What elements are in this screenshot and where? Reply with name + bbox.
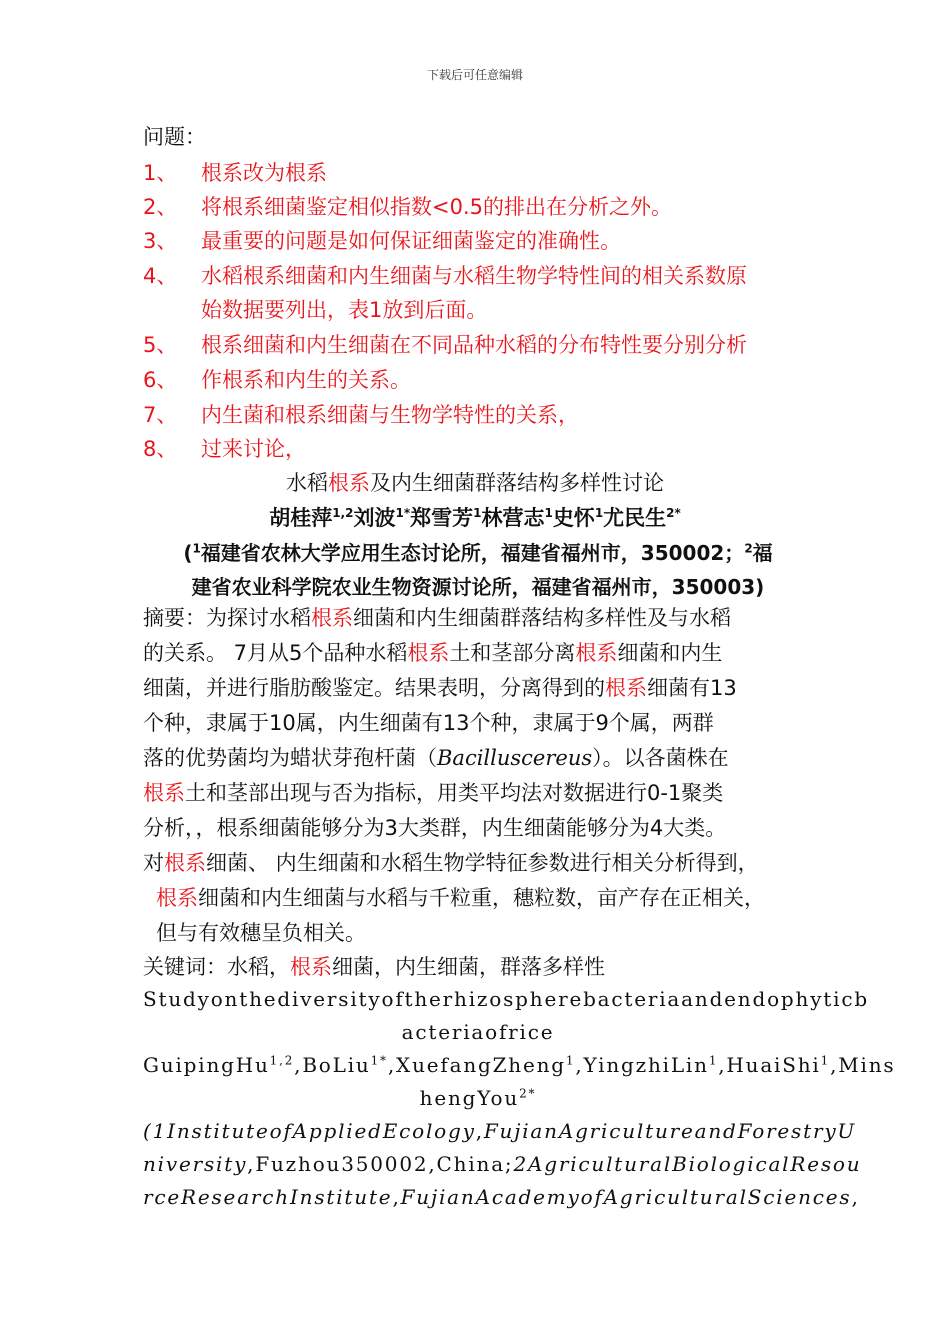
issue-number: 8、 <box>143 437 178 461</box>
issue-number: 4、 <box>143 264 178 288</box>
issue-number: 6、 <box>143 368 178 392</box>
issue-text: 最重要的问题是如何保证细菌鉴定的准确性。 <box>201 229 621 253</box>
issue-text: 过来讨论， <box>201 437 306 461</box>
header-note: 下载后可任意编辑 <box>426 68 523 82</box>
issue-text: 始数据要列出，表1放到后面。 <box>201 298 488 322</box>
affiliation-line-1: ($^1$福建省农林大学应用生态讨论所，福建省福州市，350002；$^2$福 <box>183 541 773 565</box>
issue-text: 内生菌和根系细菌与生物学特性的关系， <box>201 403 579 427</box>
issues-title: 问题： <box>143 125 206 149</box>
issue-text: 将根系细菌鉴定相似指数<0.5的排出在分析之外。 <box>201 195 672 219</box>
english-affil-3: rceResearchInstitute,FujianAcademyofAgriculturalSciences, <box>143 1185 860 1209</box>
authors-cn: 胡桂萍$^{1,2}$刘波$^{1*}$郑雪芳$^1$林营志$^1$史怀$^1$尤民生$^{2*}$ <box>269 506 681 530</box>
issue-text: 水稻根系细菌和内生细菌与水稻生物学特性间的相关系数原 <box>201 264 747 288</box>
issue-number: 7、 <box>143 403 178 427</box>
issue-text: 根系细菌和内生细菌在不同品种水稻的分布特性要分别分析 <box>201 333 747 357</box>
english-title: Studyonthediversityoftherhizospherebacteriaandendophyticb <box>143 987 869 1011</box>
english-affil-1: (1InstituteofAppliedEcology,FujianAgricultureandForestryU <box>143 1119 857 1143</box>
issue-number: 2、 <box>143 195 178 219</box>
affiliation-line-2: 建省农业科学院农业生物资源讨论所，福建省福州市，350003) <box>191 575 765 599</box>
english-affil-2: niversity,Fuzhou350002,China;2AgriculturalBiologicalResou <box>143 1152 862 1176</box>
english-title-cont: acteriaofrice <box>401 1020 555 1044</box>
keywords: 关键词：水稻，根系细菌，内生细菌，群落多样性 <box>143 955 605 979</box>
english-authors: GuipingHu$^{1,2}$,BoLiu$^{1*}$,XuefangZheng$^1$,YingzhiLin$^1$,HuaiShi$^1$,Mins <box>143 1053 896 1077</box>
issue-text: 作根系和内生的关系。 <box>201 368 411 392</box>
issue-text: 根系改为根系 <box>201 161 327 185</box>
issue-number: 1、 <box>143 161 178 185</box>
english-authors-cont: hengYou$^{2*}$ <box>419 1086 537 1110</box>
paper-title-cn: 水稻根系及内生细菌群落结构多样性讨论 <box>286 471 664 495</box>
issue-number: 3、 <box>143 229 178 253</box>
issue-number: 5、 <box>143 333 178 357</box>
